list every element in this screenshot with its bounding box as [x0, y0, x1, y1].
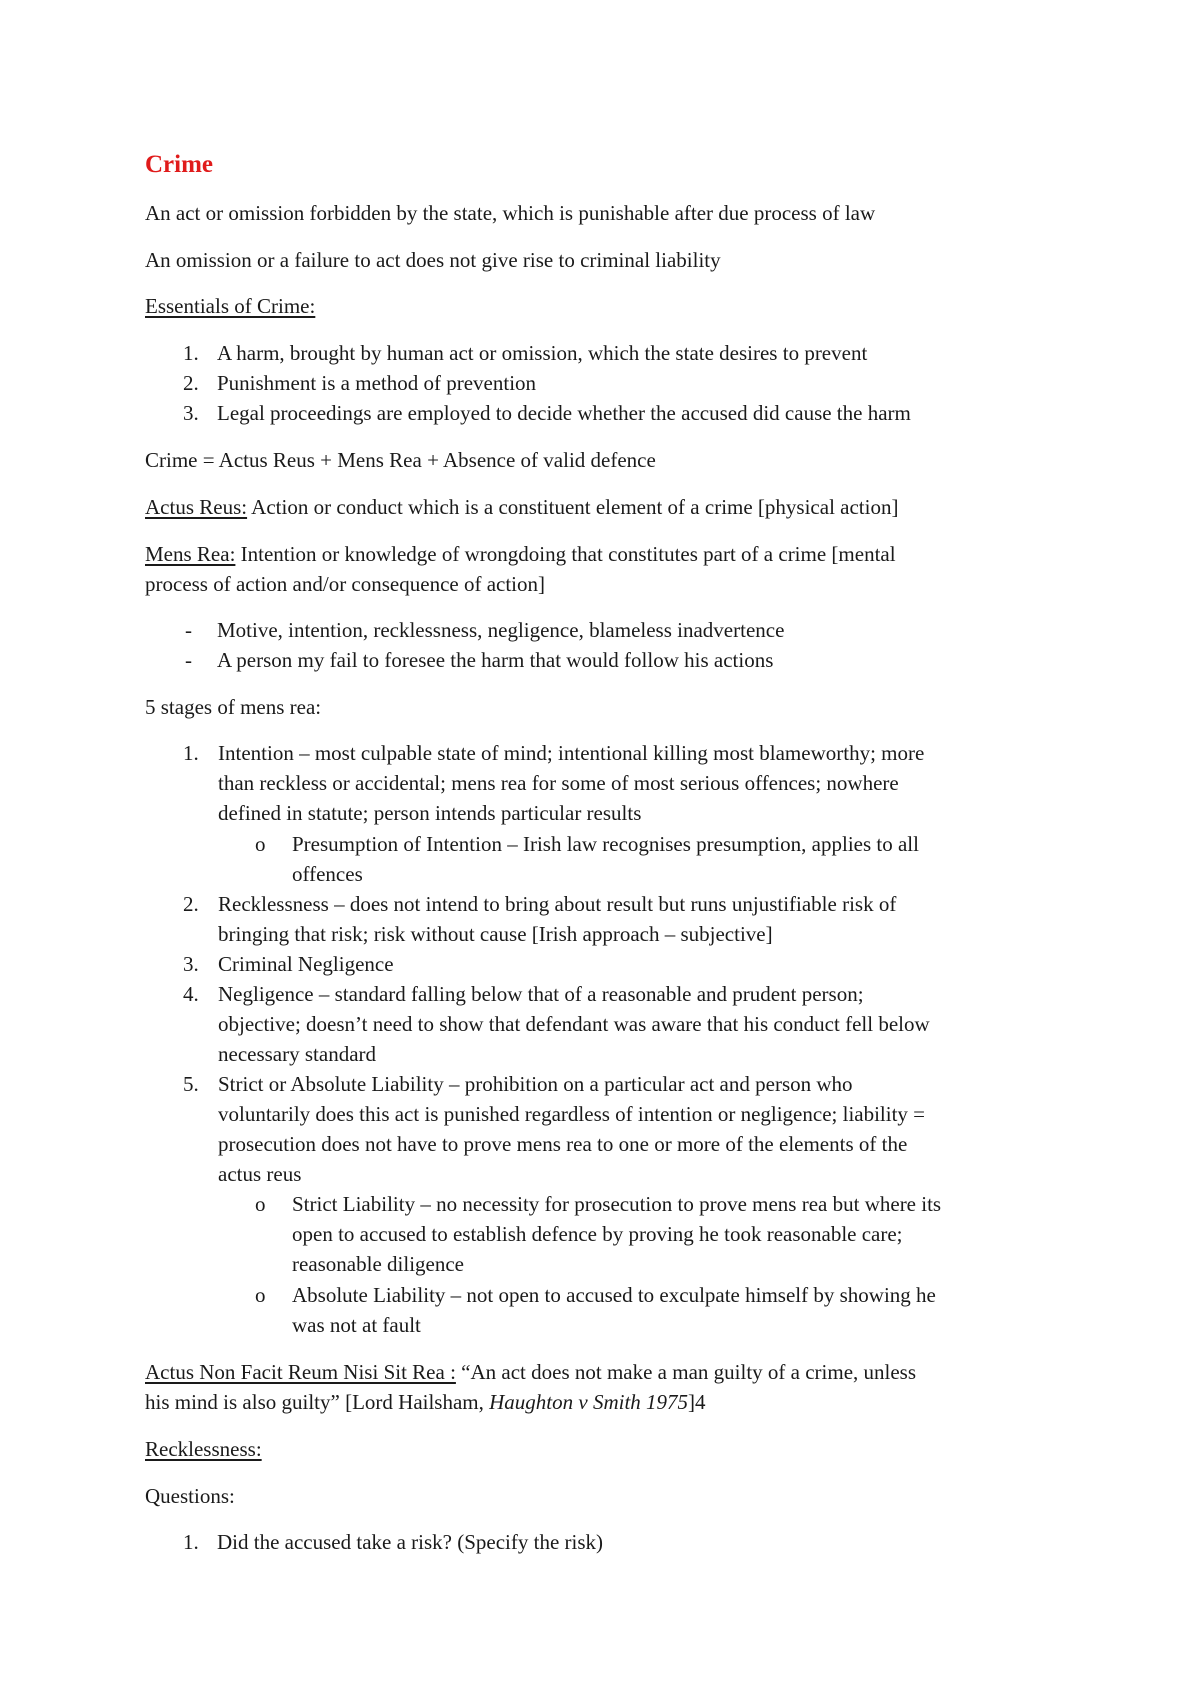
crime-formula: Crime = Actus Reus + Mens Rea + Absence of valid defence: [145, 448, 656, 472]
recklessness-heading: Recklessness:: [145, 1437, 262, 1461]
stage-number: 2.: [183, 892, 199, 916]
list-number: 2.: [183, 371, 199, 395]
case-name: Haughton v Smith 1975: [489, 1390, 689, 1414]
stage-text: bringing that risk; risk without cause [Irish approach – subjective]: [218, 922, 773, 946]
dash-bullet: -: [185, 648, 192, 672]
omission-note: An omission or a failure to act does not give rise to criminal liability: [145, 248, 721, 272]
stage-text: Intention – most culpable state of mind; intentional killing most blameworthy; more: [218, 741, 925, 765]
stage-number: 1.: [183, 741, 199, 765]
sub-bullet: o: [255, 832, 266, 856]
list-number: 1.: [183, 341, 199, 365]
maxim-citation: [145, 1387, 706, 1417]
mens-rea-definition: [145, 539, 896, 569]
stage-text: necessary standard: [218, 1042, 377, 1066]
dash-bullet: -: [185, 618, 192, 642]
list-item: [183, 1527, 603, 1557]
stage-text: objective; doesn’t need to show that defendant was aware that his conduct fell below: [218, 1012, 930, 1036]
maxim-quote: “An act does not make a man guilty of a crime, unless: [455, 1360, 917, 1384]
stage-text: defined in statute; person intends particular results: [218, 801, 642, 825]
citation-end: ]4: [688, 1390, 706, 1414]
maxim-line: [145, 1357, 916, 1387]
list-number: 3.: [183, 401, 199, 425]
stage-text: voluntarily does this act is punished regardless of intention or negligence; liability =: [218, 1102, 926, 1126]
sub-bullet-text: reasonable diligence: [292, 1252, 464, 1276]
list-text: Punishment is a method of prevention: [217, 371, 537, 395]
sub-bullet-text: Presumption of Intention – Irish law recognises presumption, applies to all: [292, 832, 919, 856]
stage-text: than reckless or accidental; mens rea for some of most serious offences; nowhere: [218, 771, 899, 795]
sub-bullet-text: open to accused to establish defence by proving he took reasonable care;: [292, 1222, 903, 1246]
page-title: Crime: [145, 151, 214, 178]
crime-definition: An act or omission forbidden by the state, which is punishable after due process of law: [145, 201, 876, 225]
stage-text: Criminal Negligence: [218, 952, 394, 976]
list-number: 1.: [183, 1530, 199, 1554]
list-item: [183, 368, 536, 398]
sub-bullet: o: [255, 1192, 266, 1216]
actus-reus-term: Actus Reus:: [145, 495, 248, 519]
stage-text: Strict or Absolute Liability – prohibition on a particular act and person who: [218, 1072, 853, 1096]
sub-bullet-text: Strict Liability – no necessity for prosecution to prove mens rea but where its: [292, 1192, 942, 1216]
bullet-item: [185, 615, 784, 645]
list-text: Did the accused take a risk? (Specify the risk): [217, 1530, 604, 1554]
maxim-term: Actus Non Facit Reum Nisi Sit Rea :: [145, 1360, 456, 1384]
stage-number: 3.: [183, 952, 199, 976]
stage-text: prosecution does not have to prove mens rea to one or more of the elements of the: [218, 1132, 908, 1156]
stages-heading: 5 stages of mens rea:: [145, 695, 322, 719]
bullet-text: Motive, intention, recklessness, negligence, blameless inadvertence: [217, 618, 785, 642]
sub-bullet: o: [255, 1283, 266, 1307]
list-text: A harm, brought by human act or omission, which the state desires to prevent: [217, 341, 868, 365]
stage-text: Negligence – standard falling below that of a reasonable and prudent person;: [218, 982, 864, 1006]
mens-rea-text: Intention or knowledge of wrongdoing that constitutes part of a crime [mental: [235, 542, 896, 566]
mens-rea-term: Mens Rea:: [145, 542, 236, 566]
citation-start: his mind is also guilty” [Lord Hailsham,: [145, 1390, 490, 1414]
actus-reus-definition: [145, 492, 898, 522]
list-item: [183, 338, 867, 368]
stage-number: 4.: [183, 982, 199, 1006]
sub-bullet-text: Absolute Liability – not open to accused to exculpate himself by showing he: [292, 1283, 936, 1307]
sub-bullet-text: offences: [292, 862, 363, 886]
bullet-item: [185, 645, 773, 675]
bullet-text: A person my fail to foresee the harm that would follow his actions: [217, 648, 774, 672]
sub-bullet-text: was not at fault: [292, 1313, 421, 1337]
essentials-heading: Essentials of Crime:: [145, 294, 316, 318]
stage-text: Recklessness – does not intend to bring about result but runs unjustifiable risk of: [218, 892, 897, 916]
questions-heading: Questions:: [145, 1484, 235, 1508]
actus-reus-text: Action or conduct which is a constituent element of a crime [physical action]: [247, 495, 899, 519]
list-item: [183, 398, 911, 428]
stage-text: actus reus: [218, 1162, 302, 1186]
list-text: Legal proceedings are employed to decide whether the accused did cause the harm: [217, 401, 911, 425]
stage-number: 5.: [183, 1072, 199, 1096]
mens-rea-text-cont: process of action and/or consequence of action]: [145, 572, 546, 596]
